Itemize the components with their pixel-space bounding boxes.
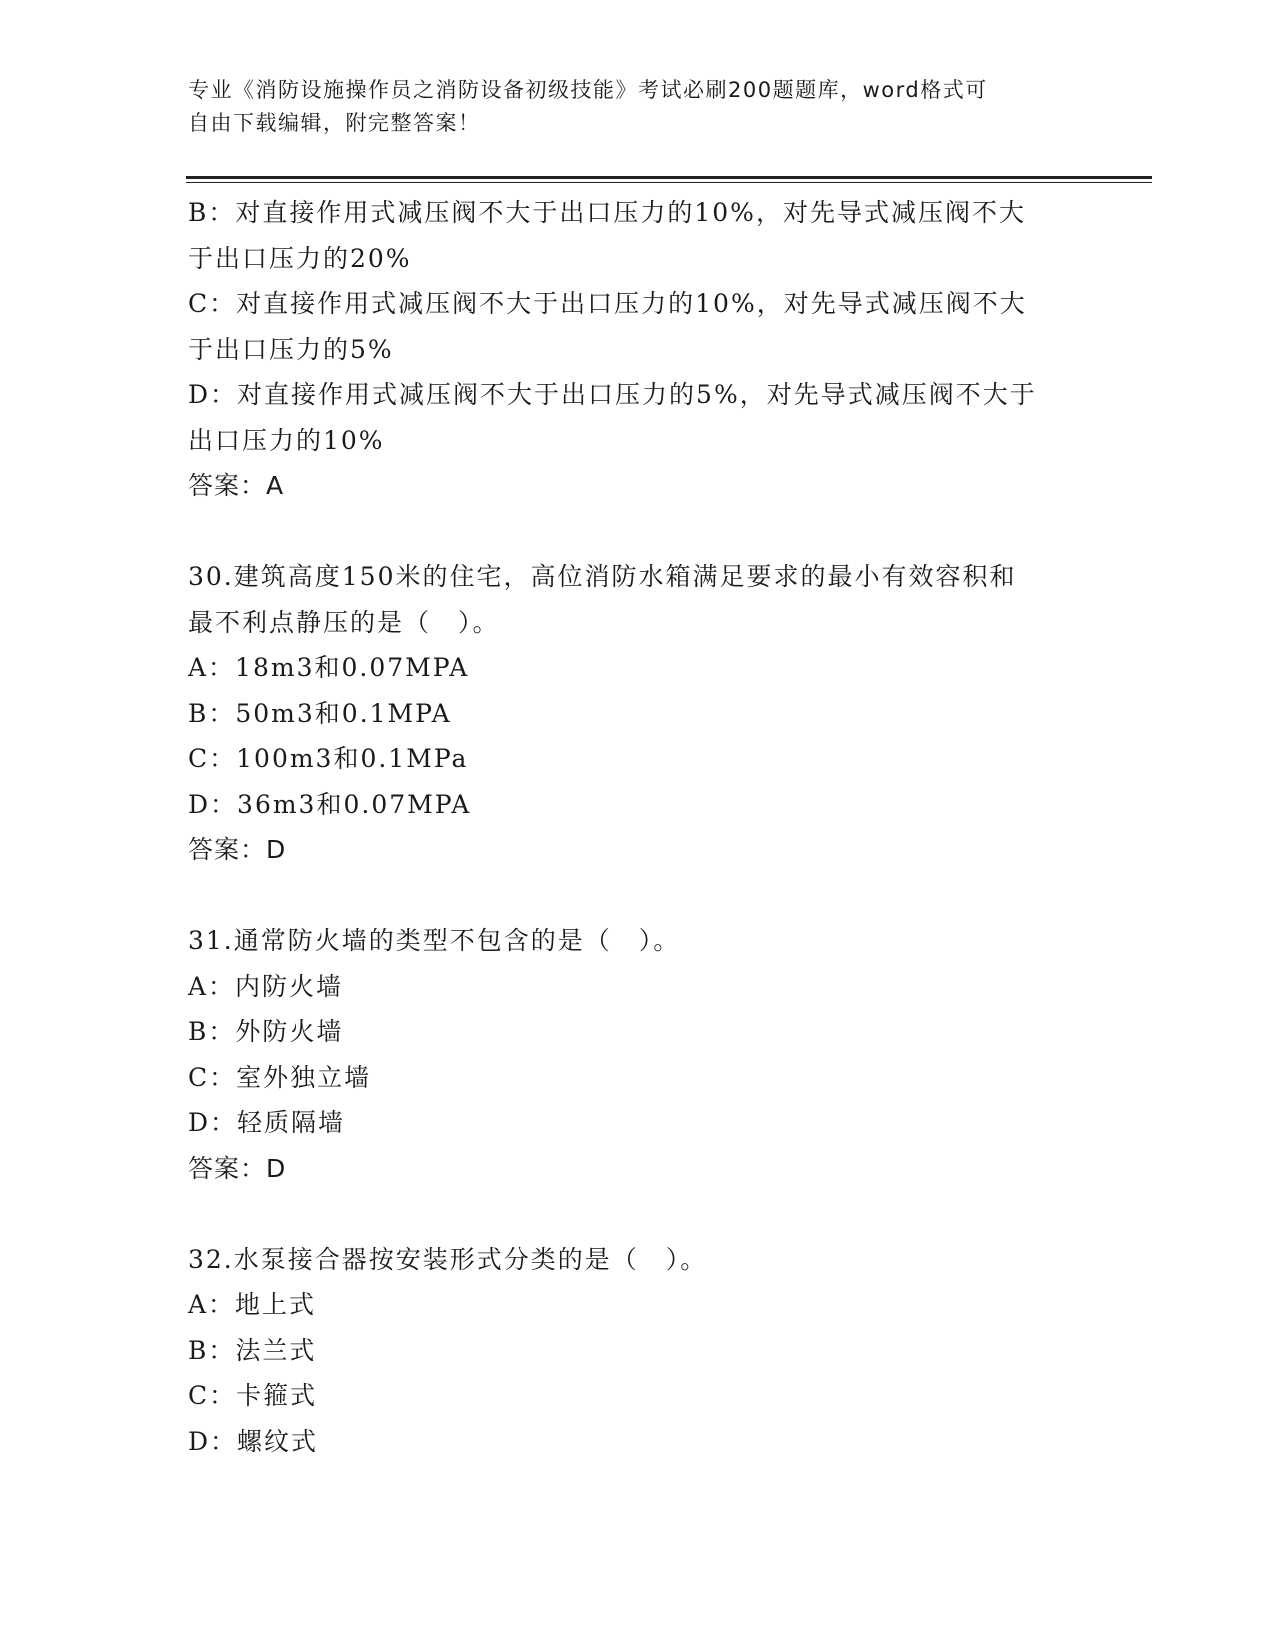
option-d: D：轻质隔墙 — [188, 1108, 346, 1137]
question-content — [188, 190, 1088, 1464]
question-stem: 32.水泵接合器按安装形式分类的是（ ）。 — [188, 1244, 708, 1274]
option-c-line1: C：对直接作用式减压阀不大于出口压力的10%，对先导式减压阀不大 — [188, 289, 1027, 318]
option-b: B：50m3和0.1MPA — [188, 698, 452, 728]
option-b-line2: 于出口压力的20% — [188, 243, 412, 273]
option-d: D：36m3和0.07MPA — [188, 789, 472, 819]
option-b: B：法兰式 — [188, 1335, 317, 1365]
question-stem-line1: 30.建筑高度150米的住宅，高位消防水箱满足要求的最小有效容积和 — [188, 562, 1017, 591]
option-a: A：内防火墙 — [188, 971, 344, 1001]
question-stem: 31.通常防火墙的类型不包含的是（ ）。 — [188, 926, 681, 955]
question-31 — [188, 918, 1088, 1191]
question-30 — [188, 554, 1088, 873]
answer-label: 答案：D — [188, 835, 287, 864]
question-stem-line2: 最不利点静压的是（ ）。 — [188, 607, 500, 637]
question-block-prev — [188, 190, 1088, 509]
header-divider-thick — [186, 176, 1152, 179]
option-d-line2: 出口压力的10% — [188, 425, 385, 455]
header-title-line1: 专业《消防设施操作员之消防设备初级技能》考试必刷200题题库，word格式可 — [188, 78, 988, 102]
spacer — [188, 1191, 1088, 1237]
document-header — [188, 74, 1068, 140]
option-c: C：室外独立墙 — [188, 1062, 372, 1092]
option-a: A：18m3和0.07MPA — [188, 653, 470, 682]
option-c-line2: 于出口压力的5% — [188, 334, 394, 364]
option-b: B：外防火墙 — [188, 1017, 344, 1046]
option-b-line1: B：对直接作用式减压阀不大于出口压力的10%，对先导式减压阀不大 — [188, 198, 1026, 227]
option-d-line1: D：对直接作用式减压阀不大于出口压力的5%，对先导式减压阀不大于 — [188, 380, 1037, 409]
question-32 — [188, 1237, 1088, 1465]
answer-label: 答案：A — [188, 471, 285, 500]
spacer — [188, 509, 1088, 555]
spacer — [188, 873, 1088, 919]
option-c: C：100m3和0.1MPa — [188, 744, 469, 773]
option-c: C：卡箍式 — [188, 1381, 318, 1410]
option-d: D：螺纹式 — [188, 1426, 319, 1456]
header-title-line2: 自由下载编辑，附完整答案！ — [188, 111, 481, 135]
header-divider-thin — [186, 182, 1152, 183]
option-a: A：地上式 — [188, 1290, 317, 1319]
answer-label: 答案：D — [188, 1153, 287, 1183]
